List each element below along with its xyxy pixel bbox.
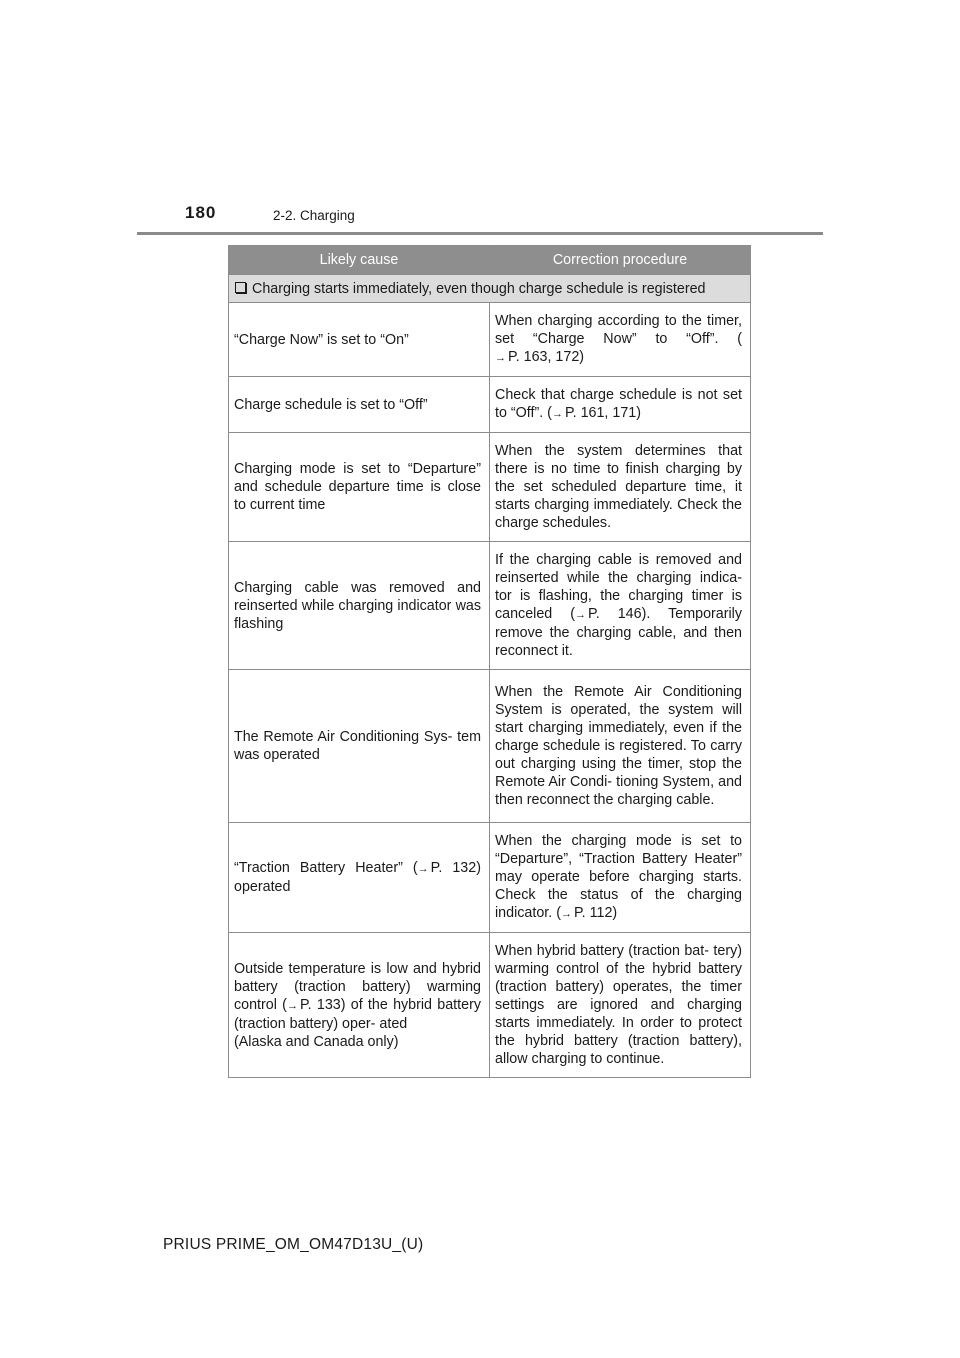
table-row: [229, 433, 751, 542]
page-reference: [418, 860, 481, 876]
correction-text: If the charging cable is removed and reinserted while the charging indica- tor is flashing, the charging timer is canceled (: [495, 552, 742, 622]
page-reference: [495, 349, 584, 365]
cause-text-continued: of the hybrid battery (traction battery) oper- ated: [234, 996, 481, 1032]
arrow-right-icon: →: [495, 352, 506, 364]
table-header-row: [229, 246, 751, 275]
table-row: [229, 542, 751, 670]
correction-cell: [490, 542, 751, 670]
document-id: PRIUS PRIME_OM_OM47D13U_(U): [163, 1236, 424, 1253]
correction-text: When the charging mode is set to “Departure”, “Traction Battery Heater” may operate before charging starts. Check the status of the charging indicator. (: [495, 833, 742, 921]
cause-cell: [229, 823, 490, 933]
arrow-right-icon: →: [286, 999, 298, 1012]
correction-cell: When hybrid battery (traction bat- tery) warming control of the hybrid battery (traction battery) operates, the timer settings are ignored and charging starts immediately. In order to protect the hybrid battery (traction battery), allow charging to continue.: [490, 933, 751, 1078]
correction-text: Check that charge schedule is not set to “Off”. (: [495, 387, 742, 421]
arrow-right-icon: →: [560, 908, 572, 920]
cause-cell: [229, 933, 490, 1078]
group-row: [229, 275, 751, 303]
troubleshooting-table: [228, 245, 751, 1078]
region-note: (Alaska and Canada only): [234, 1033, 399, 1050]
cause-cell: Charge schedule is set to “Off”: [229, 377, 490, 433]
table-row: [229, 823, 751, 933]
table-row: [229, 670, 751, 823]
cause-text-continued: operated: [234, 879, 291, 895]
cause-cell: Charging cable was removed and reinserted while charging indicator was flashing: [229, 542, 490, 670]
checkbox-icon: [235, 282, 246, 293]
correction-cell: [490, 303, 751, 377]
table-row: [229, 303, 751, 377]
column-header-correction-procedure: Correction procedure: [490, 246, 751, 275]
reference-text: P. 132): [430, 860, 481, 876]
reference-text: P. 112): [573, 905, 618, 921]
page-reference: [552, 405, 641, 421]
correction-cell: [490, 823, 751, 933]
cause-text: Outside temperature is low and hybrid battery (traction battery) warming control (: [234, 960, 481, 1013]
cause-cell: “Charge Now” is set to “On”: [229, 303, 490, 377]
section-title: 2-2. Charging: [273, 208, 355, 223]
arrow-right-icon: →: [551, 408, 563, 420]
correction-cell: [490, 377, 751, 433]
correction-text: When charging according to the timer, set “Charge Now” to “Off”. (: [495, 313, 742, 347]
table-row: [229, 933, 751, 1078]
group-cell: [229, 275, 751, 303]
reference-text: P. 146).: [588, 606, 651, 622]
reference-text: P. 133): [299, 996, 346, 1013]
column-header-likely-cause: Likely cause: [229, 246, 490, 275]
arrow-right-icon: →: [417, 863, 429, 875]
cause-text: “Traction Battery Heater” (: [234, 860, 418, 876]
page-number: 180: [185, 203, 217, 222]
correction-cell: When the Remote Air Conditioning System is operated, the system will start charging immediately, even if the charge schedule is registered. To carry out charging using the timer, stop the Remote Air Condi- tioning System, and then reconnect the charging cable.: [490, 670, 751, 823]
correction-cell: When the system determines that there is no time to finish charging by the set scheduled departure time, it starts charging immediately. Check the charge schedules.: [490, 433, 751, 542]
group-title: Charging starts immediately, even though charge schedule is registered: [252, 280, 706, 297]
page-reference: [575, 606, 650, 622]
table-row: [229, 377, 751, 433]
header-rule: [137, 232, 823, 235]
page-reference: [287, 997, 346, 1013]
correction-text-continued: Temporarily remove the charging cable, and then reconnect it.: [495, 606, 742, 659]
page-reference: [561, 905, 617, 921]
reference-text: P. 161, 171): [564, 405, 641, 421]
reference-text: P. 163, 172): [508, 349, 585, 365]
cause-cell: Charging mode is set to “Departure” and schedule departure time is close to current time: [229, 433, 490, 542]
arrow-right-icon: →: [575, 609, 587, 621]
cause-cell: The Remote Air Conditioning Sys- tem was operated: [229, 670, 490, 823]
